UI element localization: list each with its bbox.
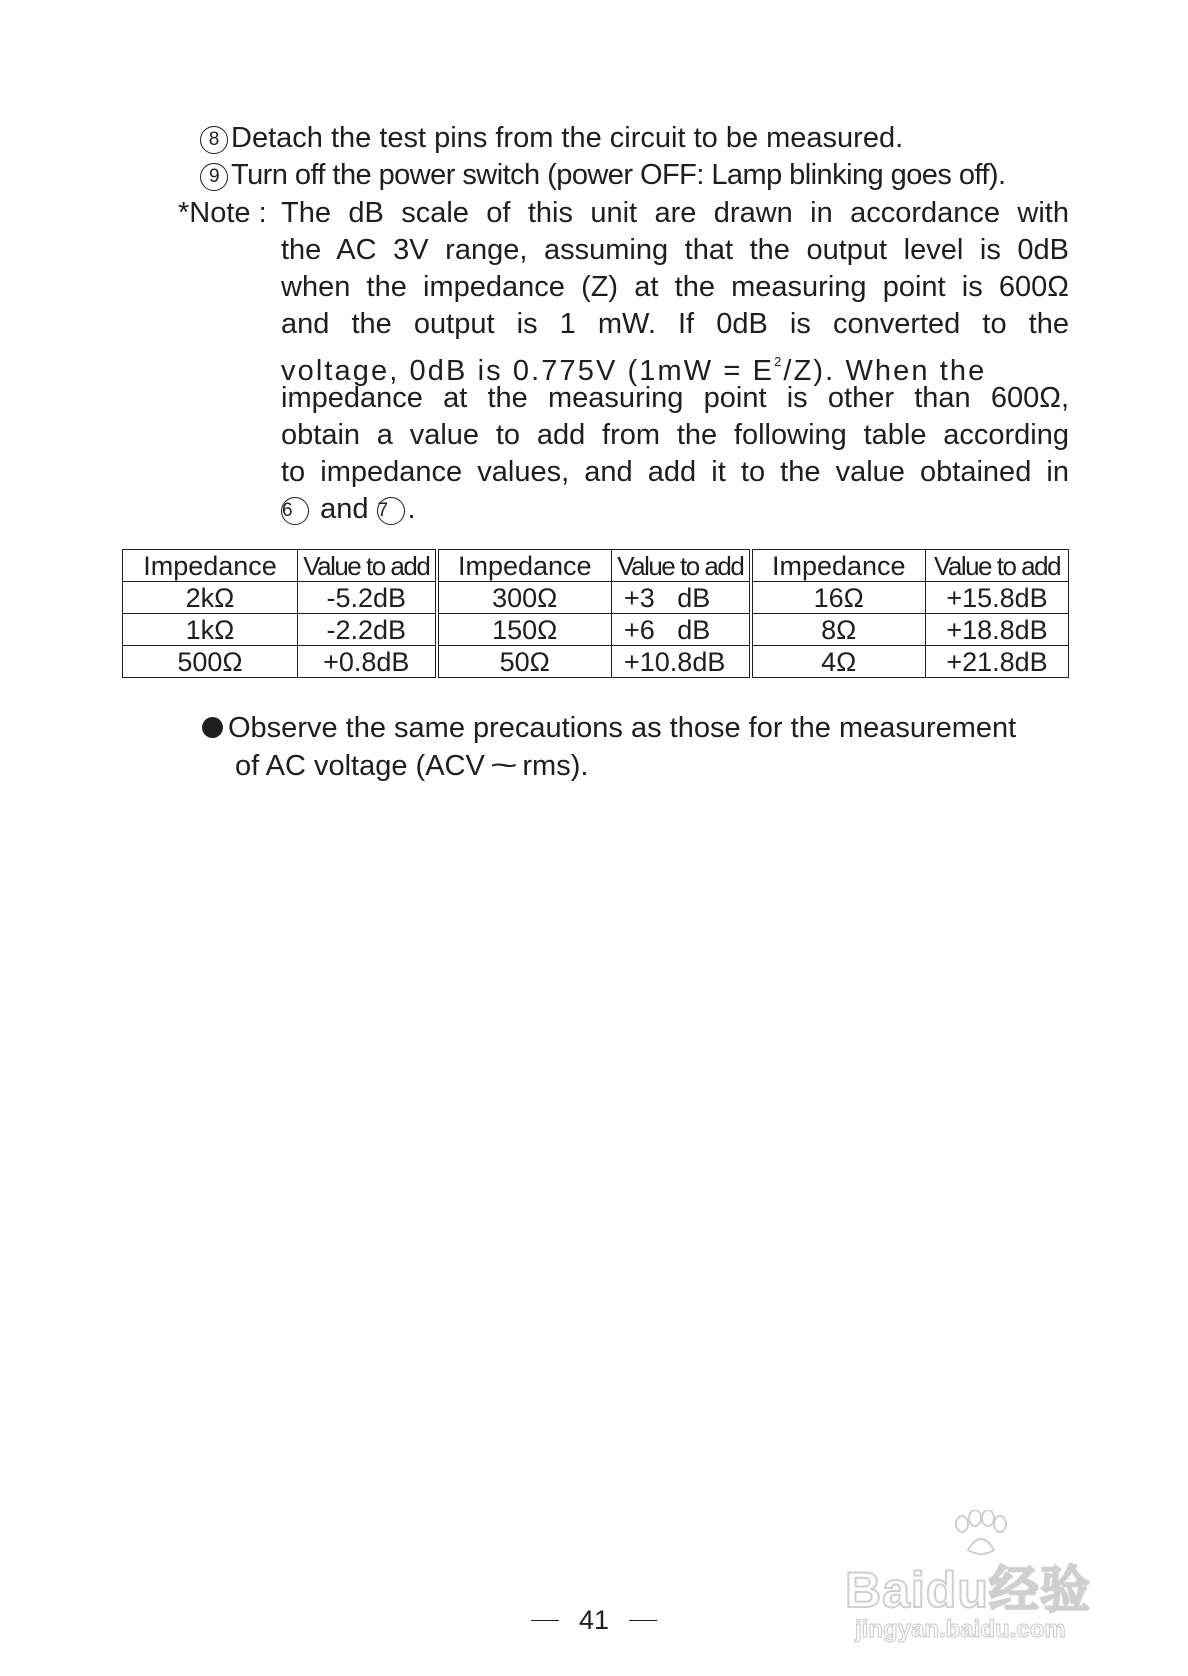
bullet-dot-icon	[202, 717, 223, 738]
table-cell: -2.2dB	[298, 614, 437, 646]
table-header: Value to add	[612, 550, 751, 582]
table-cell: +18.8dB	[926, 614, 1069, 646]
table-cell: +15.8dB	[926, 582, 1069, 614]
table-cell: 1kΩ	[123, 614, 298, 646]
table-cell: 2kΩ	[123, 582, 298, 614]
note-line: The dB scale of this unit are drawn in accordance with	[281, 197, 1069, 229]
table-cell: +0.8dB	[298, 646, 437, 678]
table-cell: 50Ω	[437, 646, 612, 678]
dash-left	[531, 1620, 559, 1621]
table-cell: 8Ω	[751, 614, 926, 646]
bullet-text-b: rms).	[522, 750, 589, 782]
note-line: impedance at the measuring point is other than 600Ω,	[281, 382, 1069, 414]
table-row	[123, 646, 1069, 678]
dash-right	[629, 1620, 657, 1621]
step-9	[200, 157, 1006, 194]
bullet-line-1: Observe the same precautions as those for the measurement	[228, 712, 1017, 744]
baidu-watermark	[845, 1510, 1125, 1650]
table-header-row	[123, 550, 1069, 582]
table-cell: 500Ω	[123, 646, 298, 678]
circled-number: 9	[200, 163, 228, 191]
step-8-text: Detach the test pins from the circuit to be measured.	[231, 122, 904, 154]
table-cell: +21.8dB	[926, 646, 1069, 678]
note-ref-line	[281, 491, 1069, 528]
table-header: Impedance	[123, 550, 298, 582]
table-cell: +10.8dB	[612, 646, 751, 678]
table-cell: 4Ω	[751, 646, 926, 678]
watermark-brand: Baidu经验	[845, 1562, 1091, 1618]
table-header: Impedance	[751, 550, 926, 582]
table-cell: -5.2dB	[298, 582, 437, 614]
table-cell: +6 dB	[612, 614, 751, 646]
bullet-text-a: of AC voltage (ACV	[235, 750, 485, 782]
table-cell: 300Ω	[437, 582, 612, 614]
note-line: to impedance values, and add it to the value obtained in	[281, 456, 1069, 488]
watermark-url: jingyan.baidu.com	[855, 1616, 1066, 1643]
step-8	[200, 120, 903, 157]
formula-text-a: voltage, 0dB is 0.775V (1mW = E	[281, 355, 775, 387]
step-9-text: Turn off the power switch (power OFF: Lamp blinking goes off).	[231, 159, 1006, 191]
note-line: obtain a value to add from the following table according	[281, 419, 1069, 451]
note-label: *Note :	[178, 197, 267, 229]
ref-end: .	[407, 493, 416, 525]
bullet-line-2	[235, 747, 588, 785]
formula-text-b: /Z). When the	[783, 355, 987, 387]
ref-and: and	[320, 493, 369, 525]
table-cell: 16Ω	[751, 582, 926, 614]
table-cell: 150Ω	[437, 614, 612, 646]
formula-superscript: 2	[774, 354, 784, 369]
table-row	[123, 614, 1069, 646]
table-header: Value to add	[298, 550, 437, 582]
note-line: when the impedance (Z) at the measuring point is 600Ω	[281, 271, 1069, 303]
table-row	[123, 582, 1069, 614]
table-header: Value to add	[926, 550, 1069, 582]
impedance-table	[122, 549, 1069, 678]
table-header: Impedance	[437, 550, 612, 582]
tilde-symbol: ~	[489, 749, 518, 782]
circled-number: 6	[281, 497, 309, 525]
circled-number: 8	[200, 126, 228, 154]
bullet-item	[202, 710, 1016, 747]
table-cell: +3 dB	[612, 582, 751, 614]
page-number-value: 41	[578, 1605, 610, 1635]
note-line: the AC 3V range, assuming that the output level is 0dB	[281, 234, 1069, 266]
circled-number: 7	[377, 497, 405, 525]
note-line: and the output is 1 mW. If 0dB is converted to the	[281, 308, 1069, 340]
